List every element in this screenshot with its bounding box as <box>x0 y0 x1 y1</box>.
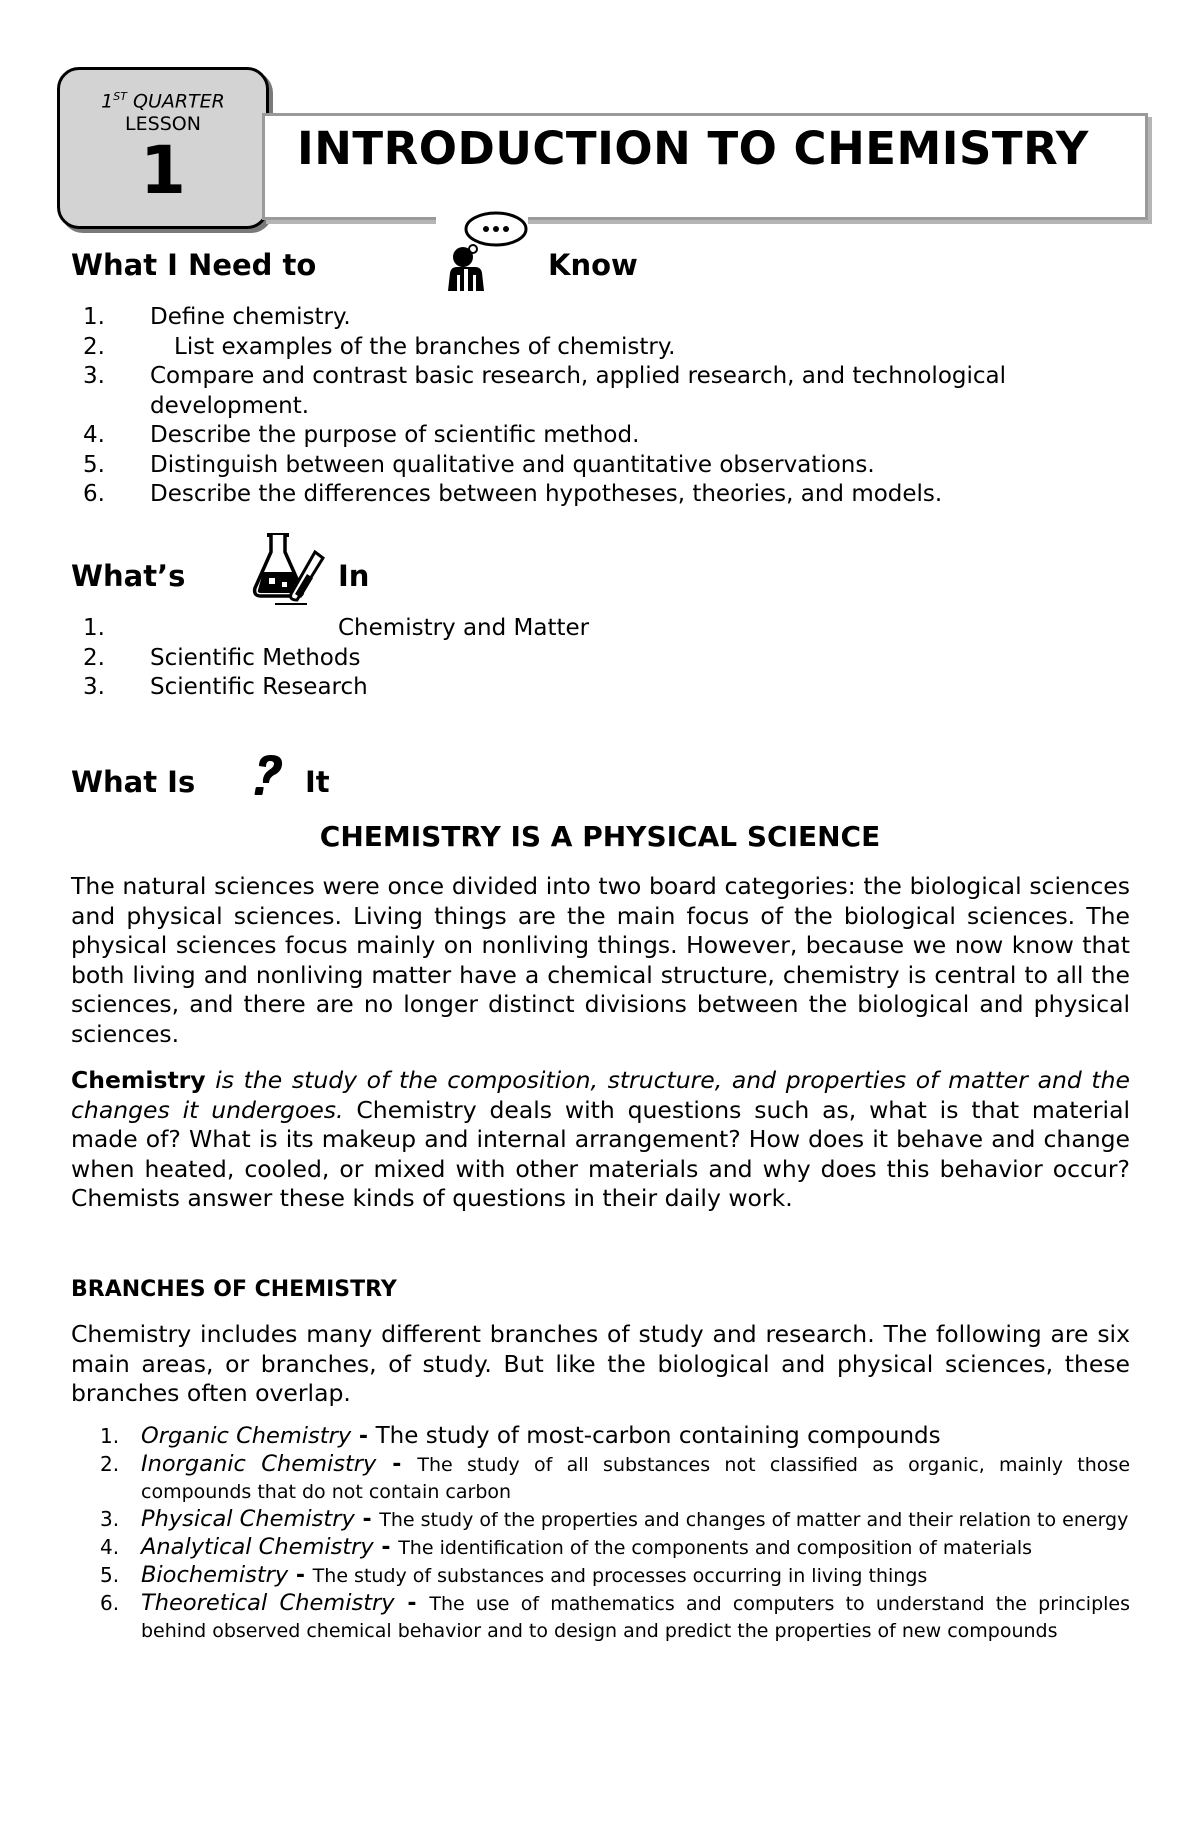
list-item: 2. List examples of the branches of chemistry. <box>83 333 676 360</box>
list-item: 4. Describe the purpose of scientific method. <box>83 422 640 448</box>
list-item: 3. Compare and contrast basic research, applied research, and technological development. <box>83 363 1007 419</box>
list-item: 5. Distinguish between qualitative and quantitative observations. <box>83 451 875 478</box>
lesson-number: 1 <box>140 132 186 210</box>
section-heading-whats-in-right: In <box>338 559 370 593</box>
lesson-badge <box>57 67 269 229</box>
paragraph-intro: The natural sciences were once divided into two board categories: the biological sciences and physical sciences. Living things are the main focus of the biological sciences. The physical sciences focus mainly on nonliving things. However, because we now know that both living and nonliving matter have a chemical structure, chemistry is central to all the sciences, and there are no longer distinct divisions between the biological and physical sciences. <box>71 872 1130 1048</box>
list-item: 1. Organic Chemistry - The study of most-carbon containing compounds <box>100 1423 941 1449</box>
main-heading: CHEMISTRY IS A PHYSICAL SCIENCE <box>319 820 881 853</box>
list-item: 3. Physical Chemistry - The study of the properties and changes of matter and their relation to energy <box>100 1506 1129 1532</box>
quarter-label: 1ST QUARTER <box>101 90 225 113</box>
list-item: 6. Describe the differences between hypotheses, theories, and models. <box>83 481 943 507</box>
title-box <box>262 113 1148 220</box>
list-item: 3. Scientific Research <box>83 674 368 700</box>
objectives-list <box>45 303 1075 510</box>
section-heading-what-is-it: What Is <box>71 765 196 799</box>
section-heading-need-to-know-right: Know <box>548 248 638 282</box>
lesson-label: LESSON <box>125 113 201 136</box>
whats-in-list <box>45 614 1075 703</box>
branches-intro: Chemistry includes many different branches of study and research. The following are six main areas, or branches, of study. But like the biological and physical sciences, these branches often overlap. <box>71 1320 1130 1407</box>
paragraph-definition: Chemistry is the study of the composition, structure, and properties of matter and the changes it undergoes. Chemistry deals with questions such as, what is that material made of? What is its makeup and internal arrangement? How does it behave and change when heated, cooled, or mixed with other materials and why does this behavior occur? Chemists answer these kinds of questions in their daily work. <box>71 1066 1130 1212</box>
branches-heading: BRANCHES OF CHEMISTRY <box>71 1277 397 1302</box>
list-item: 1. Define chemistry. <box>83 304 351 330</box>
list-item: 2. Scientific Methods <box>83 644 361 671</box>
page-title: INTRODUCTION TO CHEMISTRY <box>297 122 1089 175</box>
question-mark-icon <box>253 752 287 798</box>
list-item: 5. Biochemistry - The study of substances and processes occurring in living things <box>100 1562 928 1588</box>
section-heading-whats-in: What’s <box>71 559 186 593</box>
thinking-person-icon <box>443 209 533 293</box>
list-item: 4. Analytical Chemistry - The identification of the components and composition of materials <box>100 1534 1033 1560</box>
lab-flask-icon <box>249 530 325 606</box>
branches-list <box>100 1423 1130 1645</box>
list-item: 1. Chemistry and Matter <box>83 615 590 641</box>
list-item: 6. Theoretical Chemistry - The use of mathematics and computers to understand the principles behind observed chemical behavior and to design and predict the properties of new compounds <box>100 1590 1131 1642</box>
list-item: 2. Inorganic Chemistry - The study of all substances not classified as organic, mainly those compounds that do not contain carbon <box>100 1451 1131 1503</box>
section-heading-what-is-it-right: It <box>305 765 330 799</box>
section-heading-need-to-know: What I Need to <box>71 248 317 282</box>
